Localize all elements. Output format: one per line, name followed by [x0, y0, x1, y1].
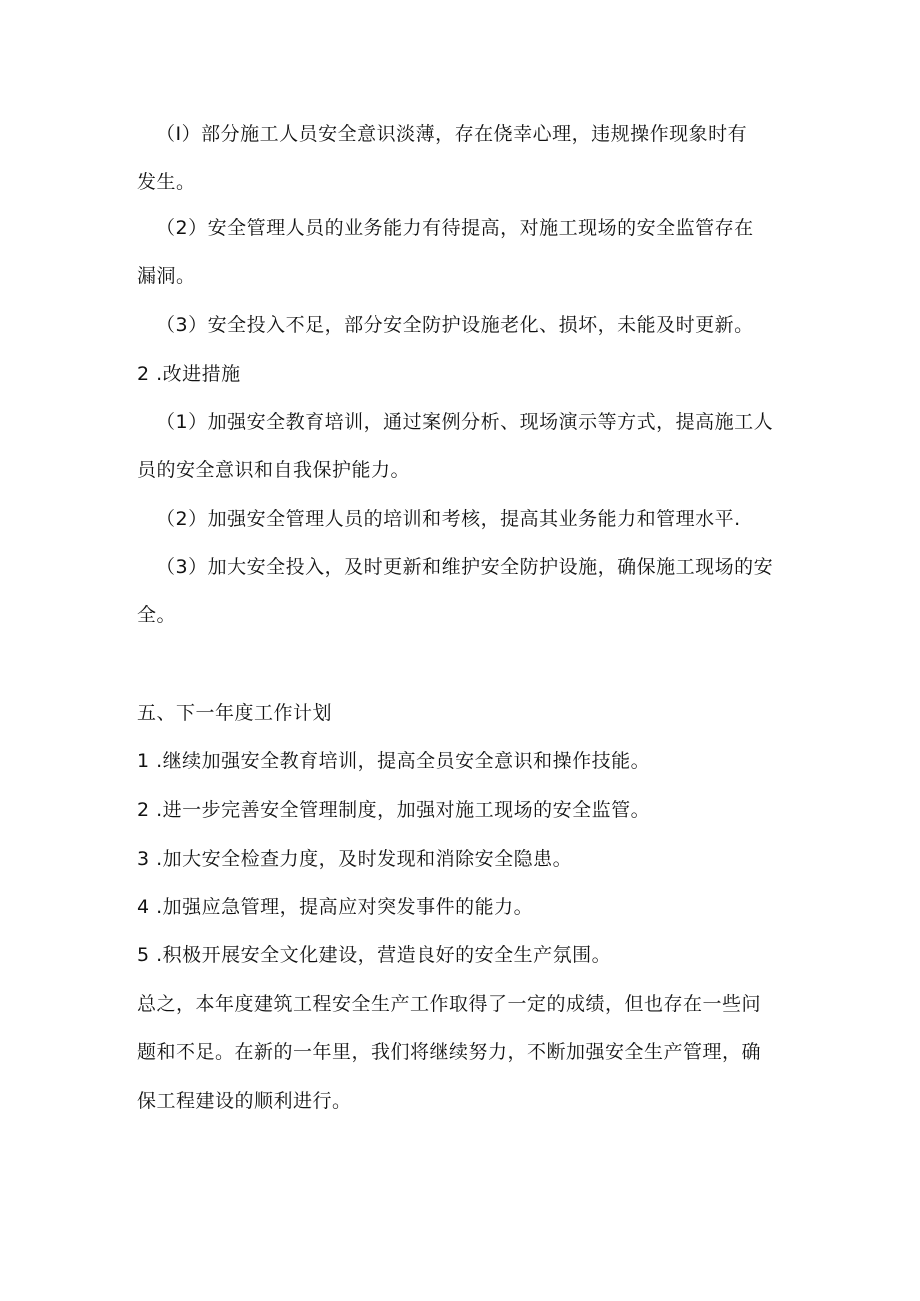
- improvement-1-line-2: 员的安全意识和自我保护能力。: [137, 459, 411, 481]
- improvement-2: （2）加强安全管理人员的培训和考核，提高其业务能力和管理水平.: [156, 508, 741, 530]
- plan-item-2: 2 .进一步完善安全管理制度，加强对施工现场的安全监管。: [137, 799, 651, 821]
- issue-2-line-1: （2）安全管理人员的业务能力有待提高，对施工现场的安全监管存在: [156, 217, 754, 239]
- issue-1-line-1: （I）部分施工人员安全意识淡薄，存在侥幸心理，违规操作现象时有: [156, 123, 748, 145]
- improvements-heading: 2 .改进措施: [137, 363, 241, 385]
- conclusion-line-1: 总之，本年度建筑工程安全生产工作取得了一定的成绩，但也存在一些问: [137, 993, 762, 1015]
- next-year-plan-heading: 五、下一年度工作计划: [137, 702, 333, 724]
- improvement-3-line-1: （3）加大安全投入，及时更新和维护安全防护设施，确保施工现场的安: [156, 556, 774, 578]
- conclusion-line-2: 题和不足。在新的一年里，我们将继续努力，不断加强安全生产管理，确: [137, 1041, 762, 1063]
- issue-1-line-2: 发生。: [137, 171, 196, 193]
- plan-item-1: 1 .继续加强安全教育培训，提高全员安全意识和操作技能。: [137, 750, 651, 772]
- improvement-1-line-1: （1）加强安全教育培训，通过案例分析、现场演示等方式，提高施工人: [156, 411, 774, 433]
- improvement-3-line-2: 全。: [137, 604, 177, 626]
- plan-item-5: 5 .积极开展安全文化建设，营造良好的安全生产氛围。: [137, 944, 612, 966]
- plan-item-4: 4 .加强应急管理，提高应对突发事件的能力。: [137, 896, 534, 918]
- conclusion-line-3: 保工程建设的顺利进行。: [137, 1090, 352, 1112]
- issue-2-line-2: 漏洞。: [137, 265, 196, 287]
- issue-3: （3）安全投入不足，部分安全防护设施老化、损坏，未能及时更新。: [156, 314, 754, 336]
- plan-item-3: 3 .加大安全检查力度，及时发现和消除安全隐患。: [137, 848, 573, 870]
